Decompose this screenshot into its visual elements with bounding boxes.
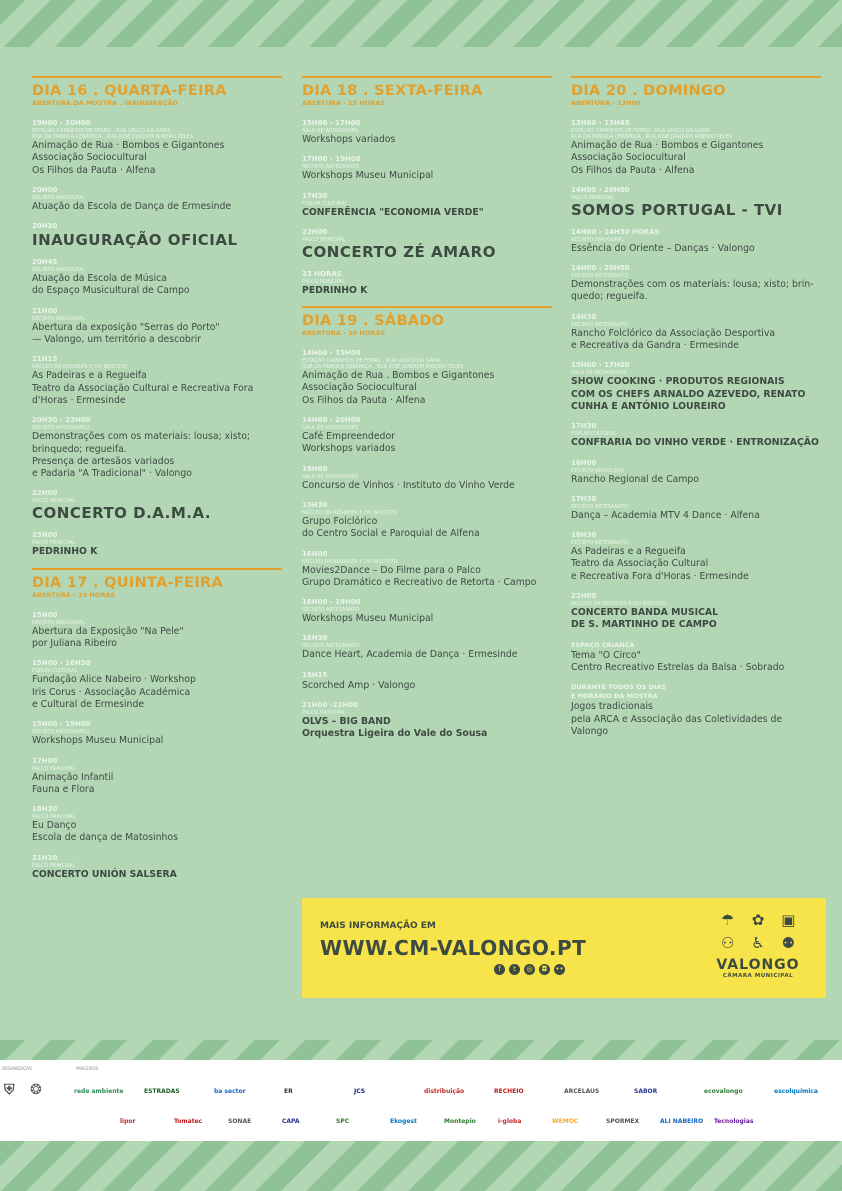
event — [32, 854, 282, 881]
event-time: 21H30 — [32, 853, 58, 862]
event-venue: RECINTO ARTESANATO — [571, 503, 629, 510]
event-headline: CONCERTO D.A.M.A. — [32, 504, 212, 523]
event-time: 15H00 › 17H00 — [302, 119, 361, 127]
event-venue: NÚCLEO DA REGUEIFA E DO BISCOITO — [302, 558, 398, 565]
event-description: Animação de Rua · Bombos e Gigantones — [32, 140, 225, 151]
event-description: Workshops variados — [302, 443, 396, 455]
day-subtitle: ABERTURA › 10 HORAS — [302, 329, 386, 338]
event-time: DURANTE TODOS OS DIAS — [571, 683, 667, 692]
event-description: Os Filhos da Pauta · Alfena — [571, 164, 695, 176]
event-description: Workshops Museu Municipal — [32, 735, 164, 747]
event-time: 17H30 — [571, 494, 597, 503]
event-time: 17H00 › 19H00 — [302, 155, 361, 164]
event — [32, 531, 282, 558]
event-venue: PALCO PRINCIPAL — [32, 540, 76, 547]
event-highlight: DE S. MARTINHO DE CAMPO — [571, 619, 717, 631]
event-time: ESPAÇO CRIANÇA — [571, 640, 635, 649]
event-venue: RUA DA FÁBRICA CERÂMICA . RUA JOSÉ JOAQUIM RIBEIRO TELES — [302, 364, 463, 371]
event-highlight: CUNHA E ANTÓNIO LOUREIRO — [571, 400, 726, 412]
event-time: 17H30 — [571, 422, 597, 431]
event-venue: RECINTO ARTESANATO — [302, 643, 360, 650]
event-venue: FÓRUM CULTURAL — [302, 200, 348, 207]
event — [32, 119, 282, 177]
sponsor-logo: SABOR — [634, 1088, 658, 1095]
event — [571, 361, 821, 413]
organization-label: ORGANIZAÇÃO — [2, 1066, 32, 1071]
event-description: Animação Infantil — [32, 771, 114, 783]
event-description: e Cultural de Ermesinde — [32, 698, 145, 710]
event-description: Rancho Folclórico da Associação Desportiva — [571, 327, 776, 339]
event-time: 14H00 › 15H00 — [302, 349, 361, 358]
event-headline: INAUGURAÇÃO OFICIAL — [32, 231, 238, 250]
bottom-stripe-band — [0, 1141, 842, 1191]
sponsor-logo: i-globa — [498, 1118, 522, 1125]
event-description: — Valongo, um território a descobrir — [32, 334, 202, 346]
event-venue: SALA DE WORKSHOPS — [302, 425, 358, 432]
event-time: 15H00 › 16H30 — [32, 659, 91, 668]
event-description: Animação de Rua . Bombos e Gigantones — [302, 370, 495, 382]
event-description: Tema "O Circo" — [571, 649, 641, 661]
event — [32, 355, 282, 407]
event-time: 18H30 — [32, 805, 58, 814]
event-time: 14H30 — [571, 312, 597, 321]
event-time: 20H45 — [32, 258, 58, 267]
event-venue: RECINTO INAUGURAL — [32, 267, 86, 274]
event-time: 14H00 › 14H30 HORAS — [571, 227, 660, 236]
sponsor-logo: ALI NABEIRO — [660, 1118, 704, 1125]
event-description: Eu Danço — [32, 820, 77, 832]
top-stripe-band — [0, 0, 842, 47]
event-time: 15H00 › 17H00 — [571, 361, 630, 370]
event-venue: ESTAÇÃO CAMINHOS DE FERRO . RUA VASCO DA GAMA — [302, 358, 441, 365]
event-description: Dança – Academia MTV 4 Dance · Alfena — [571, 509, 760, 521]
event-highlight: OLVS – BIG BAND — [302, 716, 391, 728]
event-time: 22H00 — [32, 489, 58, 498]
event — [571, 186, 821, 219]
event-venue: PALCO PRINCIPAL — [32, 498, 76, 505]
day-subtitle: ABERTURA › 15 HORAS — [302, 99, 386, 107]
sponsor-logo: Tomatec — [174, 1118, 203, 1125]
sponsor-logo: ARCELAUS — [564, 1088, 600, 1095]
column-middle — [302, 76, 552, 750]
event-description: Abertura da exposição "Serras do Porto" — [32, 321, 220, 333]
sponsor-logo: lipor — [120, 1118, 136, 1125]
sponsor-logo: ESTRADAS — [144, 1088, 180, 1095]
event-venue: RECINTO INAUGURAL — [571, 236, 625, 243]
event-description: Rancho Regional de Campo — [571, 473, 699, 485]
day-section — [571, 76, 821, 107]
middle-stripe-band — [0, 1040, 842, 1060]
event — [32, 805, 282, 845]
event-venue: RECINTO INAUGURAL — [571, 467, 625, 474]
event-time: 23 HORAS — [302, 269, 342, 278]
screen-icon: ▣ — [781, 911, 796, 929]
event-description: brinquedo; regueifa. — [32, 443, 127, 455]
sponsor-logo: SPC — [336, 1118, 350, 1125]
event — [32, 222, 282, 249]
sponsor-logo: escolquímica — [774, 1088, 818, 1095]
sponsor-logo: Tecnologias — [714, 1118, 754, 1125]
event-description: quedo; regueifa. — [571, 291, 648, 303]
event-time: 21H15 — [32, 355, 58, 364]
event-description: e Padaria "A Tradicional" · Valongo — [32, 468, 192, 480]
event-time: 14H00 › 20H00 — [302, 416, 361, 425]
event — [571, 531, 821, 583]
event-venue: PALCO PRINCIPAL — [571, 194, 615, 201]
day-section — [302, 76, 552, 107]
event-venue: RECINTO INAUGURAL — [32, 194, 86, 201]
event-venue: NÚCLEO DA REGUEIFA E DO BISCOITO — [32, 364, 128, 371]
event — [571, 228, 821, 255]
event — [571, 119, 821, 177]
web-icon[interactable]: ◎ — [524, 964, 535, 975]
event — [32, 258, 282, 298]
day-subtitle: ABERTURA › 13H00 — [571, 99, 641, 107]
event — [32, 757, 282, 797]
event-venue: RECINTO INAUGURAL — [32, 619, 86, 626]
column-right — [571, 76, 821, 747]
event-venue: RECINTO ARTESANATO — [571, 540, 629, 547]
event-description: d'Horas · Ermesinde — [32, 394, 126, 406]
sponsor-logo: RECHEIO — [494, 1088, 524, 1095]
event-venue: RECINTO ARTESANATO — [302, 607, 360, 614]
event-venue: SALA DE WORKSHOPS — [571, 370, 627, 377]
event-time: 21H00 ›22H00 — [302, 701, 359, 710]
sponsor-logo: WEMOC — [552, 1118, 579, 1125]
event-time: 17H00 — [32, 756, 58, 765]
event-venue: RECINTO INAUGURAL — [32, 315, 86, 322]
event-highlight: SHOW COOKING · PRODUTOS REGIONAIS — [571, 376, 785, 388]
event-venue: PALCO PRINCIPAL — [302, 710, 346, 717]
sponsor-logo: Ekogest — [390, 1118, 417, 1125]
event — [571, 592, 821, 632]
gear-icon: ✿ — [751, 911, 765, 929]
event-description: Escola de dança de Matosinhos — [32, 832, 178, 844]
sponsor-logo: SPORMEX — [606, 1118, 640, 1125]
sponsor-logo: ecovalongo — [704, 1088, 743, 1095]
seal-logo: ❂ — [30, 1082, 42, 1098]
event — [302, 465, 552, 492]
day-title: DIA 19 . SÁBADO — [302, 313, 445, 330]
event — [32, 416, 282, 480]
event-description: Fauna e Flora — [32, 783, 95, 795]
event-description: Café Empreendedor — [302, 431, 395, 443]
event-highlight: CONCERTO BANDA MUSICAL — [571, 607, 719, 619]
event-description: e Recreativa da Gandra · Ermesinde — [571, 340, 739, 352]
day-section — [32, 568, 282, 599]
event — [571, 422, 821, 449]
event-description: Workshops Museu Municipal — [302, 613, 434, 625]
event — [302, 671, 552, 692]
day-title: DIA 20 . DOMINGO — [571, 83, 726, 99]
crest-logo: ⛨ — [4, 1082, 15, 1098]
event-time: 13H00 › 13H45 — [571, 119, 630, 127]
event — [302, 192, 552, 219]
event-description: Associação Sociocultural — [571, 152, 686, 164]
event — [302, 228, 552, 261]
event-description: Centro Recreativo Estrelas da Balsa · Sobrado — [571, 661, 785, 673]
event-time: 14H00 › 20H00 — [571, 185, 630, 194]
event-description: As Padeiras e a Regueifa — [32, 370, 147, 382]
event-description: As Padeiras e a Regueifa — [571, 546, 686, 558]
event-venue: NÚCLEO DA REGUEIFA E DO BISCOITO — [302, 509, 398, 516]
sponsor-logo: rede ambiente — [74, 1088, 124, 1095]
event-time: 16H00 — [571, 458, 597, 467]
event-description: Movies2Dance – Do Filme para o Palco — [302, 564, 481, 576]
event-venue: PALCO PRINCIPAL — [32, 862, 76, 869]
event-description: do Espaço Musicultural de Campo — [32, 285, 190, 297]
event-venue: RECINTO ARTESANATO — [571, 321, 629, 328]
event-headline: SOMOS PORTUGAL - TVI — [571, 200, 783, 219]
event-venue: NÚCLEO DA REGUEIFA E DO BISCOITO — [571, 601, 667, 608]
event-highlight: CONFRARIA DO VINHO VERDE · ENTRONIZAÇÃO — [571, 437, 819, 449]
event-time: 17H30 — [302, 191, 328, 200]
event-description: Associação Sociocultural — [32, 152, 147, 164]
event-venue: PALCO PRINCIPAL — [32, 765, 76, 772]
event — [302, 501, 552, 541]
event-time: 19H15 — [302, 670, 328, 679]
event-time: 16H00 — [302, 549, 328, 558]
event-description: Fundação Alice Nabeiro · Workshop — [32, 674, 196, 686]
event-description: Os Filhos da Pauta · Alfena — [302, 394, 426, 406]
event-description: Workshops Museu Municipal — [302, 170, 434, 182]
event — [571, 495, 821, 522]
brand-name: VALONGO — [716, 957, 800, 973]
event-time: 19H00 › 20H00 — [32, 119, 91, 127]
sponsor-logo: distribuição — [424, 1088, 465, 1095]
event-time: 21H00 — [32, 306, 58, 315]
social-icons — [494, 964, 565, 975]
event — [571, 641, 821, 675]
event — [32, 307, 282, 347]
event-description: Demonstrações com os materiais: lousa; xisto; — [32, 431, 251, 443]
sponsor-logo: SONAE — [228, 1118, 252, 1125]
event-description: Teatro da Associação Cultural — [571, 558, 709, 570]
partners-label: PARCEIROS — [76, 1066, 99, 1071]
event-highlight: PEDRINHO K — [302, 284, 368, 296]
event-venue: FÓRUM CULTURAL — [571, 431, 617, 438]
event-description: Atuação da Escola de Música — [32, 273, 167, 285]
event-time: E HORÁRIO DA MOSTRA — [571, 692, 658, 701]
event — [571, 313, 821, 353]
event-description: Animação de Rua · Bombos e Gigantones — [571, 140, 764, 151]
wheelchair-icon: ♿ — [751, 934, 765, 952]
people-icon: ⚇ — [720, 934, 735, 952]
day-title: DIA 18 . SEXTA-FEIRA — [302, 83, 483, 99]
event — [571, 459, 821, 486]
event-time: 19H00 — [302, 464, 328, 473]
event-description: Grupo Dramático e Recreativo de Retorta · Campo — [302, 576, 537, 588]
event — [32, 611, 282, 651]
brand-subtitle: CÂMARA MUNICIPAL — [722, 973, 794, 979]
facebook-icon[interactable]: f — [494, 964, 505, 975]
event-venue: RUA DA FÁBRICA CERÂMICA . RUA JOSÉ JOAQUIM RIBEIRO TELES — [571, 134, 732, 140]
event-description: Jogos tradicionais — [571, 701, 653, 713]
event-description: Grupo Folclórico — [302, 515, 378, 527]
sponsor-logo: CAPA — [282, 1118, 300, 1125]
event-highlight: Orquestra Ligeira do Vale do Sousa — [302, 728, 488, 740]
event-description: Demonstrações com os materiais: lousa; xisto; brin- — [571, 279, 814, 291]
event-description: Teatro da Associação Cultural e Recreativa Fora — [32, 382, 254, 394]
website-link[interactable]: WWW.CM-VALONGO.PT — [320, 936, 587, 960]
info-box — [302, 898, 826, 998]
instagram-icon[interactable]: ◘ — [539, 964, 550, 975]
event-time: 20H30 › 23H00 — [32, 416, 91, 425]
event — [32, 489, 282, 522]
event-highlight: COM OS CHEFS ARNALDO AZEVEDO, RENATO — [571, 388, 806, 400]
event-time: 15H30 — [302, 500, 328, 509]
info-label: MAIS INFORMAÇÃO EM — [320, 921, 436, 931]
event-time: 18H30 — [571, 531, 597, 540]
event — [302, 270, 552, 297]
event — [302, 119, 552, 146]
sponsor-logo: JCS — [354, 1088, 366, 1095]
column-left — [32, 76, 282, 890]
event-highlight: CONCERTO UNIÓN SALSERA — [32, 868, 177, 880]
event-description: Concurso de Vinhos · Instituto do Vinho Verde — [302, 479, 515, 491]
day-subtitle: ABERTURA DA MOSTRA . INAUGURAÇÃO — [32, 99, 178, 107]
event-description: Atuação da Escola de Dança de Ermesinde — [32, 200, 232, 212]
event-description: Associação Sociocultural — [302, 382, 417, 394]
event-description: e Recreativa Fora d'Horas · Ermesinde — [571, 570, 749, 582]
event — [302, 416, 552, 456]
event — [302, 349, 552, 407]
event-description: Presença de artesãos variados — [32, 455, 175, 467]
event-description: Dance Heart, Academia de Dança · Ermesinde — [302, 649, 518, 661]
sponsor-logo: Montepio — [444, 1118, 476, 1125]
event — [32, 720, 282, 747]
event-time: 15H00 — [32, 610, 58, 619]
event — [302, 701, 552, 741]
twitter-icon[interactable]: t — [509, 964, 520, 975]
event — [302, 634, 552, 661]
event-description: Essência do Oriente – Danças · Valongo — [571, 242, 755, 254]
brand-icon-grid — [714, 910, 802, 953]
event-time: 22H00 — [571, 592, 597, 601]
sponsor-logo: ER — [284, 1088, 293, 1095]
family-icon: ⚉ — [781, 934, 796, 952]
event-description: Abertura da Exposição "Na Pele" — [32, 625, 184, 637]
event-time: 20H00 — [32, 185, 58, 194]
event-description: por Juliana Ribeiro — [32, 638, 117, 650]
event-time: 14H00 › 20H00 — [571, 264, 630, 273]
event-description: Os Filhos da Pauta · Alfena — [32, 164, 156, 176]
event-headline: CONCERTO ZÉ AMARO — [302, 242, 496, 261]
event-venue: RECINTO ARTESANATO — [32, 729, 90, 736]
event — [571, 683, 821, 738]
event-venue: ESTAÇÃO CAMINHOS DE FERRO . RUA VASCO DA GAMA — [32, 128, 171, 134]
event — [302, 598, 552, 625]
event-description: pela ARCA e Associação das Coletividades de Valongo — [571, 713, 783, 737]
event-venue: SALA DE WORKSHOPS — [302, 128, 358, 134]
event-venue: RECINTO ARTESANATO — [302, 164, 360, 171]
valongo-brand — [714, 910, 802, 979]
day-subtitle: ABERTURA › 15 HORAS — [32, 590, 116, 599]
umbrella-icon: ☂ — [720, 911, 735, 929]
event-description: Workshops variados — [302, 134, 396, 145]
sponsors-band — [0, 1060, 842, 1141]
event-time: 16H30 — [302, 634, 328, 643]
event — [32, 186, 282, 213]
event-time: 15H00 › 19H00 — [32, 720, 91, 729]
event-venue: FÓRUM CULTURAL — [32, 668, 78, 675]
event-highlight: PEDRINHO K — [32, 546, 98, 558]
event-time: 16H00 › 19H00 — [302, 598, 361, 607]
event-venue: PALCO PRINCIPAL — [32, 814, 76, 821]
event-venue: RECINTO ARTESANATO — [32, 425, 90, 432]
event — [571, 264, 821, 304]
event-description: do Centro Social e Paroquial de Alfena — [302, 528, 480, 540]
event-time: 20H30 — [32, 222, 58, 231]
event-venue: SALA DE WORKSHOPS — [302, 473, 358, 480]
day-section — [302, 306, 552, 337]
flickr-icon[interactable]: •• — [555, 965, 564, 973]
event-description: Iris Corus · Associação Académica — [32, 686, 191, 698]
event — [302, 155, 552, 182]
event-venue: PALCO PRINCIPAL — [302, 278, 346, 285]
day-title: DIA 17 . QUINTA-FEIRA — [32, 574, 224, 591]
day-title: DIA 16 . QUARTA-FEIRA — [32, 83, 227, 99]
event-venue: ESTAÇÃO CAMINHOS DE FERRO . RUA VASCO DA GAMA — [571, 128, 710, 134]
event-venue: RECINTO ARTESANATO — [571, 273, 629, 280]
event-time: 23H00 — [32, 531, 58, 540]
event — [302, 550, 552, 590]
event-description: Scorched Amp · Valongo — [302, 679, 416, 691]
day-section — [32, 76, 282, 107]
event-highlight: CONFERÊNCIA "ECONOMIA VERDE" — [302, 206, 484, 218]
event-time: 22H00 — [302, 227, 328, 236]
event — [32, 659, 282, 711]
sponsor-logo: ba sector — [214, 1088, 246, 1095]
event-venue: RUA DA FÁBRICA CERÂMICA . RUA JOSÉ JOAQUIM RIBEIRO TELES — [32, 134, 193, 140]
event-venue: PALCO PRINCIPAL — [302, 236, 346, 243]
